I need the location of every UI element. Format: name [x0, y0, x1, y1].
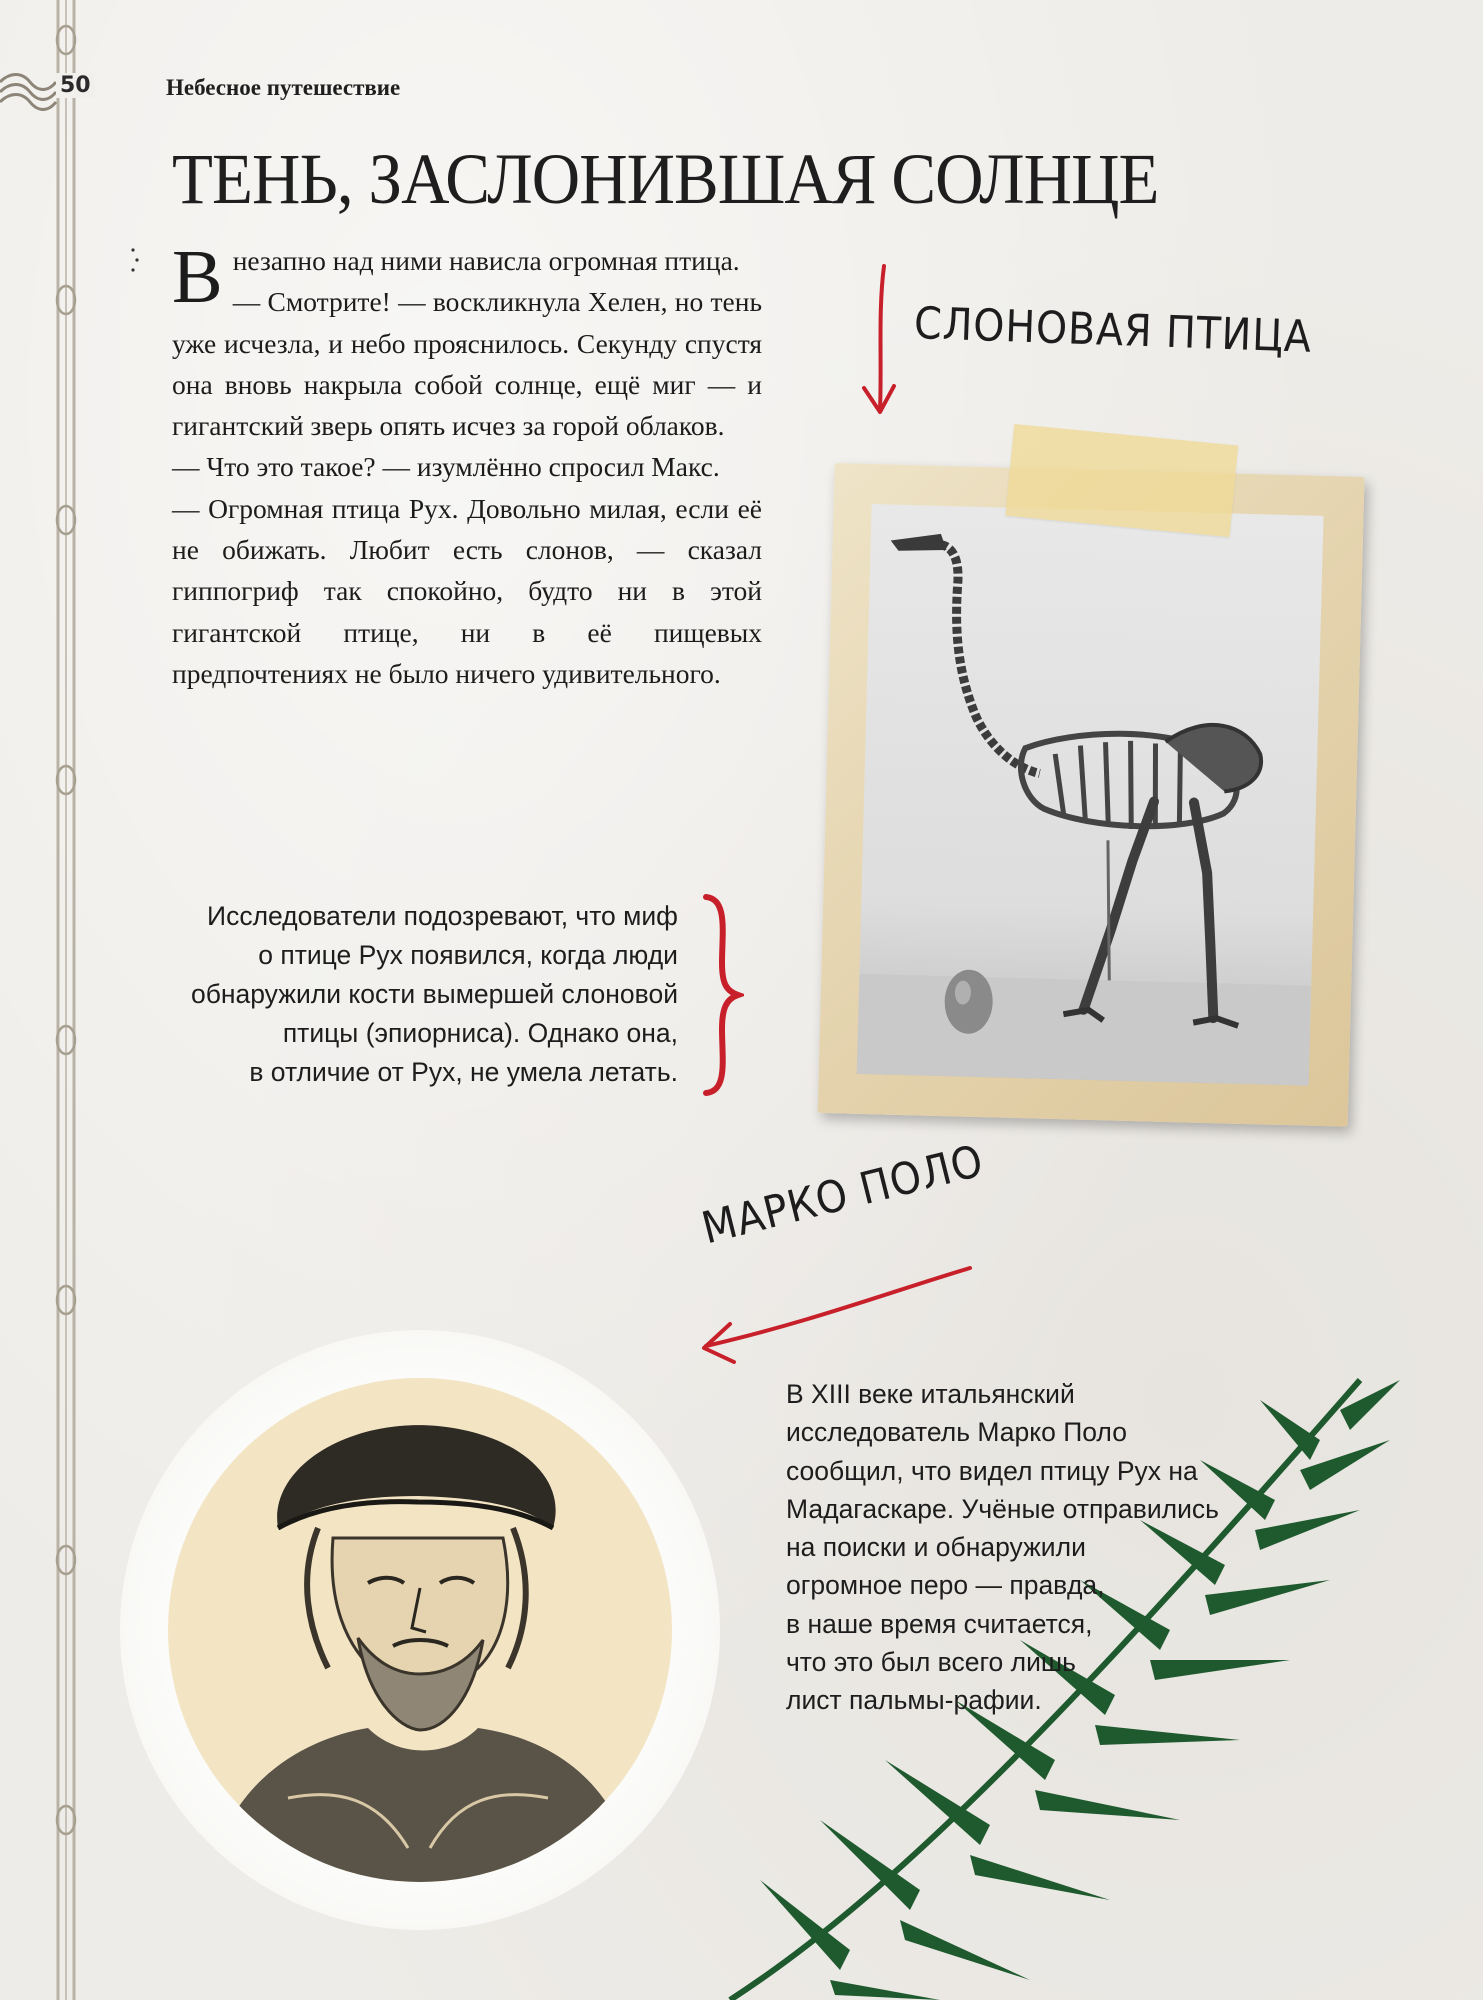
- red-arrow-down-icon: [852, 262, 902, 422]
- red-curly-brace: [700, 893, 744, 1098]
- rope-border-decoration: [0, 0, 100, 2000]
- fact-right-line: Мадагаскаре. Учёные отправились: [786, 1493, 1219, 1524]
- fact-right-line: в наше время считается,: [786, 1608, 1093, 1639]
- fact-right-line: лист пальмы-рафии.: [786, 1685, 1042, 1716]
- red-arrow-left-icon: [690, 1262, 980, 1372]
- label-marco-polo: МАРКО ПОЛО: [697, 1135, 989, 1255]
- skeleton-image: [857, 504, 1324, 1086]
- story-paragraph-1: [172, 235, 762, 319]
- fact-right-line: исследователь Марко Поло: [786, 1417, 1127, 1448]
- page-title: ТЕНЬ, ЗАСЛОНИВШАЯ СОЛНЦЕ: [172, 139, 1159, 219]
- story-paragraph-2: — Смотрите! — воскликнула Хелен, но тень уже исчезла, и небо прояснилось. Секунду спустя она вновь накрыла собой солнце, ещё миг — и гигантский зверь опять исчез за горой облаков.: [172, 286, 762, 442]
- fact-right-line: сообщил, что видел птицу Рух на: [786, 1455, 1198, 1486]
- fact-left-line: птицы (эпиорниса). Однако она,: [282, 1018, 678, 1048]
- elephant-bird-photo: [817, 463, 1374, 1137]
- fact-left-line: в отличие от Рух, не умела летать.: [249, 1057, 678, 1087]
- fact-left-line: обнаружили кости вымершей слоновой: [190, 979, 678, 1009]
- drop-cap: В: [172, 235, 223, 319]
- label-elephant-bird: СЛОНОВАЯ ПТИЦА: [913, 298, 1313, 363]
- fact-box-marco-polo: [786, 1375, 1286, 1720]
- marco-polo-portrait: [168, 1378, 672, 1882]
- fact-left-line: Исследователи подозревают, что миф: [207, 901, 678, 931]
- story-paragraph-1-text: незапно над ними нависла огромная птица.: [232, 245, 740, 276]
- fact-left-line: о птице Рух появился, когда люди: [258, 940, 678, 970]
- story-paragraph-4: — Огромная птица Рух. Довольно милая, если её не обижать. Любит есть слонов, — сказал гиппогриф так спокойно, будто ни в этой гигантской птице, ни в её пищевых предпочтениях не было ничего удивительного.: [172, 492, 762, 689]
- page-number: 50: [56, 73, 95, 98]
- fact-right-line: огромное перо — правда,: [786, 1570, 1105, 1601]
- story-text: [172, 235, 762, 694]
- fact-right-line: на поиски и обнаружили: [786, 1532, 1086, 1563]
- fact-right-line: что это был всего лишь: [786, 1647, 1076, 1678]
- story-paragraph-3: — Что это такое? — изумлённо спросил Макс.: [172, 451, 720, 483]
- ornament-dots: [128, 244, 142, 284]
- fact-box-elephant-bird: [118, 897, 678, 1092]
- fact-right-line: В XIII веке итальянский: [786, 1379, 1075, 1409]
- running-header: Небесное путешествие: [166, 75, 401, 100]
